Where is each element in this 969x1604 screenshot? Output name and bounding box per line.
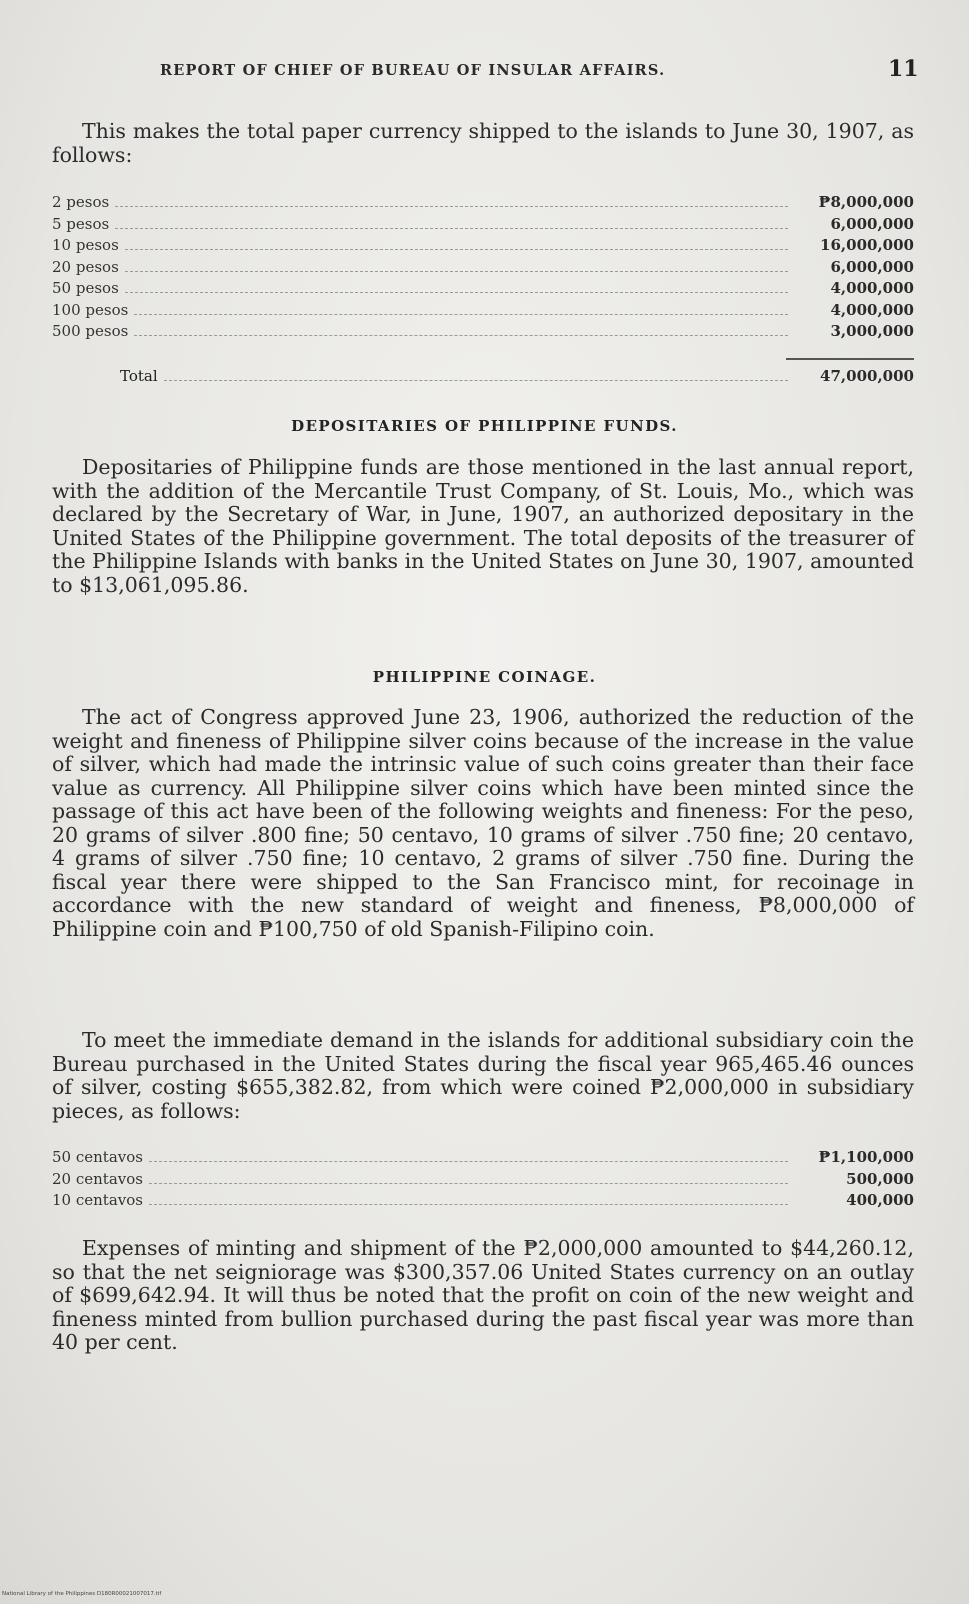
table-row: 10 centavos 400,000 [52, 1191, 914, 1209]
intro-text: This makes the total paper currency shipped to the islands to June 30, 1907, as follows: [52, 119, 914, 167]
depositaries-paragraph: Depositaries of Philippine funds are those mentioned in the last annual report, with the addition of the Mercantile Trust Company, of St. Louis, Mo., which was declared by the Secretary of War, in June, 1907, an authorized depositary in the United States of the Philippine government. The total deposits of the treasurer of the Philippine Islands with banks in the United States on June 30, 1907, amounted to $13,061,095.86. [52, 455, 914, 597]
table-row: 2 pesos ₱8,000,000 [52, 193, 914, 211]
coinage-heading: PHILIPPINE COINAGE. [372, 668, 597, 686]
table-row: 10 pesos 16,000,000 [52, 236, 914, 254]
table-row: 20 centavos 500,000 [52, 1169, 914, 1188]
total-label: Total [120, 367, 158, 385]
coinage-paragraph-3: Expenses of minting and shipment of the ₱2,000,000 amounted to $44,260.12, so that the net seigniorage was $300,357.06 United States currency on an outlay of $699,642.94. It will thus be noted that the profit on coin of the new weight and fineness minted from bullion purchased during the past fiscal year was more than 40 per cent. [52, 1236, 914, 1354]
table-row: 100 pesos 4,000,000 [52, 300, 914, 319]
scan-credit: National Library of the Philippines D180R00021007017.tif [2, 1591, 162, 1597]
table-row: 5 pesos 6,000,000 [52, 214, 914, 233]
depositaries-heading: DEPOSITARIES OF PHILIPPINE FUNDS. [291, 417, 678, 435]
paper-currency-table [52, 193, 914, 344]
sum-rule [786, 358, 914, 360]
table-row: 500 pesos 3,000,000 [52, 322, 914, 340]
coinage-paragraph-2: To meet the immediate demand in the islands for additional subsidiary coin the Bureau purchased in the United States during the fiscal year 965,465.46 ounces of silver, costing $655,382.82, from which were coined ₱2,000,000 in subsidiary pieces, as follows: [52, 1028, 914, 1123]
intro-paragraph [52, 120, 914, 167]
subsidiary-coin-table [52, 1148, 914, 1213]
table-row: 50 centavos ₱1,100,000 [52, 1148, 914, 1166]
total-row [120, 367, 914, 389]
page-number: 11 [888, 56, 919, 82]
running-title: REPORT OF CHIEF OF BUREAU OF INSULAR AFFAIRS. [160, 62, 666, 79]
table-row: 20 pesos 6,000,000 [52, 257, 914, 276]
table-row: 50 pesos 4,000,000 [52, 279, 914, 297]
total-amount: 47,000,000 [820, 367, 914, 385]
coinage-paragraph-1: The act of Congress approved June 23, 1906, authorized the reduction of the weight and fineness of Philippine silver coins because of the increase in the value of silver, which had made the intrinsic value of such coins greater than their face value as currency. All Philippine silver coins which have been minted since the passage of this act have been of the following weights and fineness: For the peso, 20 grams of silver .800 fine; 50 centavo, 10 grams of silver .750 fine; 20 centavo, 4 grams of silver .750 fine; 10 centavo, 2 grams of silver .750 fine. During the fiscal year there were shipped to the San Francisco mint, for recoinage in accordance with the new standard of weight and fineness, ₱8,000,000 of Philippine coin and ₱100,750 of old Spanish-Filipino coin. [52, 705, 914, 941]
